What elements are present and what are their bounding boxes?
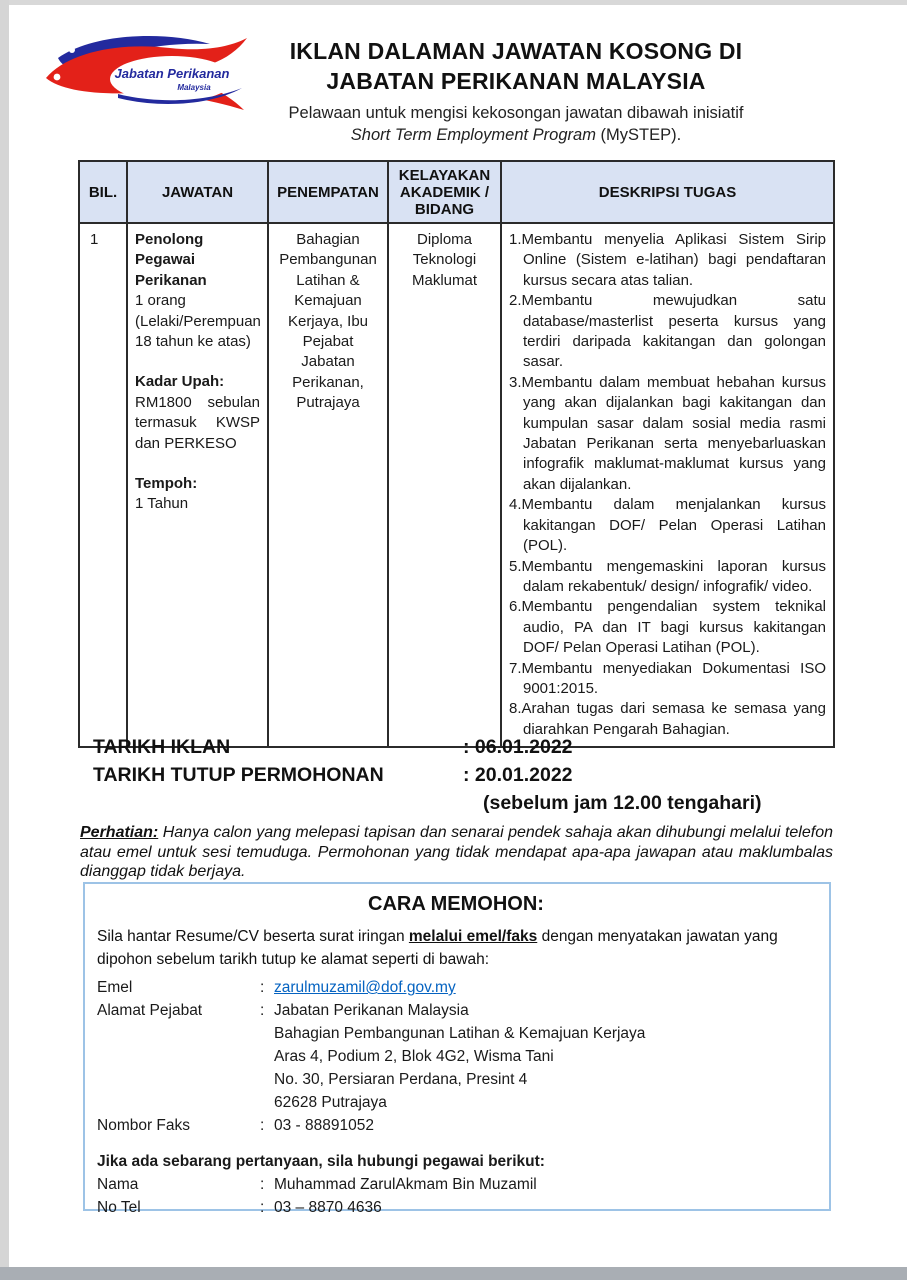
- col-header-bil: BIL.: [79, 161, 127, 223]
- salary-text: RM1800 sebulan termasuk KWSP dan PERKESO: [135, 393, 260, 452]
- page-title: [198, 36, 834, 96]
- email-row: [97, 976, 815, 999]
- duration-label: Tempoh:: [135, 475, 198, 493]
- closing-date-label: TARIKH TUTUP PERMOHONAN: [93, 764, 384, 786]
- salary-label: Kadar Upah:: [135, 373, 225, 391]
- contact-phone-value: 03 – 8870 4636: [274, 1199, 382, 1216]
- notice-text: Hanya calon yang melepasi tapisan dan senarai pendek sahaja akan dihubungi melalui telefon atau emel untuk sesi temuduga. Permohonan yang tidak mendapat apa-apa jawapan atau maklumbalas dianggap tidak berjaya.: [80, 824, 833, 880]
- scan-edge-bottom: [0, 1267, 907, 1280]
- cell-kelayakan: Diploma Teknologi Maklumat: [388, 223, 501, 747]
- advert-date-value: : 06.01.2022: [463, 736, 573, 758]
- contact-phone-row: [97, 1196, 815, 1219]
- task-item-7: 7.Membantu menyediakan Dokumentasi ISO 9001:2015.: [509, 659, 826, 697]
- address-colon: :: [260, 1002, 265, 1019]
- address-line-3: Aras 4, Podium 2, Blok 4G2, Wisma Tani: [274, 1048, 554, 1065]
- intro-emphasis: melalui emel/faks: [408, 928, 538, 945]
- task-item-8: 8.Arahan tugas dari semasa ke semasa yang diarahkan Pengarah Bahagian.: [509, 700, 826, 738]
- contact-name-colon: :: [260, 1176, 265, 1193]
- vacancy-table: [78, 160, 835, 748]
- intro-text-2: dengan menyatakan jawatan yang dipohon sebelum tarikh tutup ke alamat seperti di bawah:: [97, 928, 778, 968]
- notice-paragraph: [80, 823, 833, 882]
- col-header-penempatan: PENEMPATAN: [268, 161, 388, 223]
- contact-name-label: Nama: [97, 1176, 139, 1193]
- contact-name-row: [97, 1173, 815, 1196]
- task-item-6: 6.Membantu pengendalian system teknikal audio, PA dan IT bagi kursus kakitangan DOF/ Pelan Operasi Latihan (POL).: [509, 598, 826, 657]
- title-line-2: JABATAN PERIKANAN MALAYSIA: [326, 68, 706, 94]
- job-headcount: 1 orang: [135, 292, 186, 310]
- contact-heading: Jika ada sebarang pertanyaan, sila hubungi pegawai berikut:: [97, 1153, 545, 1170]
- fax-colon: :: [260, 1117, 265, 1134]
- address-line-4: No. 30, Persiaran Perdana, Presint 4: [274, 1071, 528, 1088]
- application-details: [97, 976, 815, 1219]
- job-title-line: Pegawai: [135, 251, 196, 269]
- how-to-apply-box: [83, 882, 831, 1216]
- table-row: [79, 223, 834, 747]
- task-item-3: 3.Membantu dalam membuat hebahan kursus yang akan dijalankan bagi kakitangan dan kumpulan sasar dalam sosial media rasmi Jabatan Perikanan serta menyebarluaskan infografik maklumat-maklumat kursus yang akan dijalankan.: [509, 373, 826, 493]
- intro-text-1: Sila hantar Resume/CV beserta surat iringan: [97, 928, 409, 945]
- duration-text: 1 Tahun: [135, 495, 189, 513]
- fax-value: 03 - 88891052: [274, 1117, 374, 1134]
- title-line-1: IKLAN DALAMAN JAWATAN KOSONG DI: [289, 38, 743, 64]
- notice-label: Perhatian:: [80, 824, 159, 841]
- job-eligibility: (Lelaki/Perempuan 18 tahun ke atas): [135, 312, 261, 351]
- cell-jawatan: [127, 223, 268, 747]
- fax-row: [97, 1114, 815, 1137]
- closing-date-value: : 20.01.2022: [463, 764, 573, 786]
- table-header-row: [79, 161, 834, 223]
- col-header-kelayakan: KELAYAKAN AKADEMIK / BIDANG: [388, 161, 501, 223]
- contact-phone-label: No Tel: [97, 1199, 141, 1216]
- subtitle-tail: (MySTEP).: [595, 126, 682, 144]
- closing-time-note: (sebelum jam 12.00 tengahari): [483, 792, 762, 814]
- advert-date-row: [93, 733, 823, 761]
- cell-penempatan: Bahagian Pembangunan Latihan & Kemajuan Kerjaya, Ibu Pejabat Jabatan Perikanan, Putrajaya: [268, 223, 388, 747]
- subtitle-line-2: [198, 124, 834, 146]
- task-item-1: 1.Membantu menyelia Aplikasi Sistem Sirip Online (Sistem e-latihan) bagi pendaftaran kursus secara atas talian.: [509, 231, 826, 289]
- office-address-row: [97, 999, 815, 1022]
- email-link[interactable]: zarulmuzamil@dof.gov.my: [274, 979, 456, 996]
- email-colon: :: [260, 979, 265, 996]
- task-item-4: 4.Membantu dalam menjalankan kursus kakitangan DOF/ Pelan Operasi Latihan (POL).: [509, 496, 826, 555]
- task-item-2: 2.Membantu mewujudkan satu database/masterlist peserta kursus yang terdiri daripada kakitangan dan golongan sasar.: [509, 292, 826, 371]
- job-title-line: Perikanan: [135, 271, 207, 289]
- how-to-apply-heading: CARA MEMOHON:: [368, 893, 544, 915]
- job-title-line: Penolong: [135, 231, 204, 248]
- contact-name-value: Muhammad ZarulAkmam Bin Muzamil: [274, 1176, 537, 1193]
- scan-edge-top: [0, 0, 907, 5]
- svg-text:Jabatan Perikanan: Jabatan Perikanan: [114, 66, 230, 81]
- address-line-5: 62628 Putrajaya: [274, 1094, 387, 1111]
- closing-date-row: [93, 761, 823, 789]
- page-subtitle: [198, 102, 834, 146]
- contact-phone-colon: :: [260, 1199, 265, 1216]
- svg-text:Malaysia: Malaysia: [177, 83, 211, 92]
- scan-edge-left: [0, 0, 9, 1280]
- col-header-jawatan: JAWATAN: [127, 161, 268, 223]
- advert-date-label: TARIKH IKLAN: [93, 736, 231, 758]
- address-line-2: Bahagian Pembangunan Latihan & Kemajuan Kerjaya: [274, 1025, 646, 1042]
- address-label: Alamat Pejabat: [97, 1002, 203, 1019]
- subtitle-italic: Short Term Employment Program: [350, 126, 596, 144]
- cell-bil: 1: [79, 223, 127, 747]
- email-label: Emel: [97, 979, 133, 996]
- subtitle-line-1: Pelawaan untuk mengisi kekosongan jawatan dibawah inisiatif: [288, 104, 744, 122]
- task-item-5: 5.Membantu mengemaskini laporan kursus dalam rekabentuk/ design/ infografik/ video.: [509, 557, 826, 595]
- address-line-1: Jabatan Perikanan Malaysia: [274, 1002, 469, 1019]
- cell-deskripsi-tugas: [501, 223, 834, 747]
- how-to-apply-intro: [97, 925, 815, 971]
- dates-section: [93, 733, 823, 818]
- fax-label: Nombor Faks: [97, 1117, 191, 1134]
- col-header-deskripsi: DESKRIPSI TUGAS: [501, 161, 834, 223]
- document-header: [198, 36, 834, 146]
